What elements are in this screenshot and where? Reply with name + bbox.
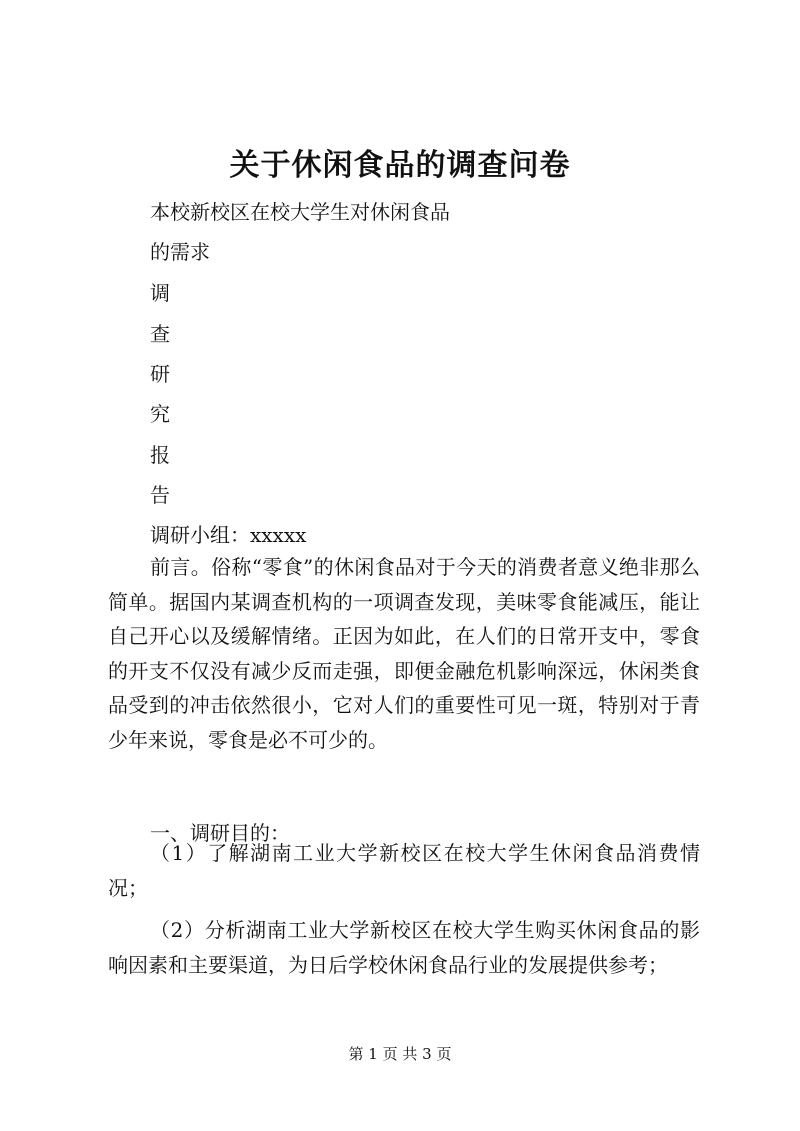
vertical-char: 告: [150, 483, 170, 507]
purpose-item-2: （2）分析湖南工业大学新校区在校大学生购买休闲食品的影响因素和主要渠道，为日后学校休闲食品行业的发展提供参考；: [108, 918, 700, 977]
vertical-char: 究: [150, 402, 170, 426]
vertical-char: 报: [150, 443, 170, 467]
vertical-char: 查: [150, 322, 170, 346]
document-title: 关于休闲食品的调查问卷: [229, 148, 571, 183]
page-footer: 第 1 页 共 3 页: [348, 1045, 452, 1063]
vertical-char: 研: [150, 362, 170, 386]
subtitle-line-1: 本校新校区在校大学生对休闲食品: [150, 200, 450, 224]
group-label: 调研小组：xxxxx: [150, 523, 307, 547]
purpose-item-1: （1）了解湖南工业大学新校区在校大学生休闲食品消费情况；: [108, 841, 700, 900]
vertical-char: 调: [150, 281, 170, 305]
section-heading: 一、调研目的：: [150, 821, 290, 845]
subtitle-line-2: 的需求: [150, 240, 210, 264]
preface-paragraph: 前言。俗称“零食”的休闲食品对于今天的消费者意义绝非那么简单。据国内某调查机构的一项调查发现，美味零食能减压，能让自己开心以及缓解情绪。正因为如此，在人们的日常开支中，零食的开支不仅没有减少反而走强，即便金融危机影响深远，休闲类食品受到的冲击依然很小，它对人们的重要性可见一斑，特别对于青少年来说，零食是必不可少的。: [108, 555, 700, 752]
